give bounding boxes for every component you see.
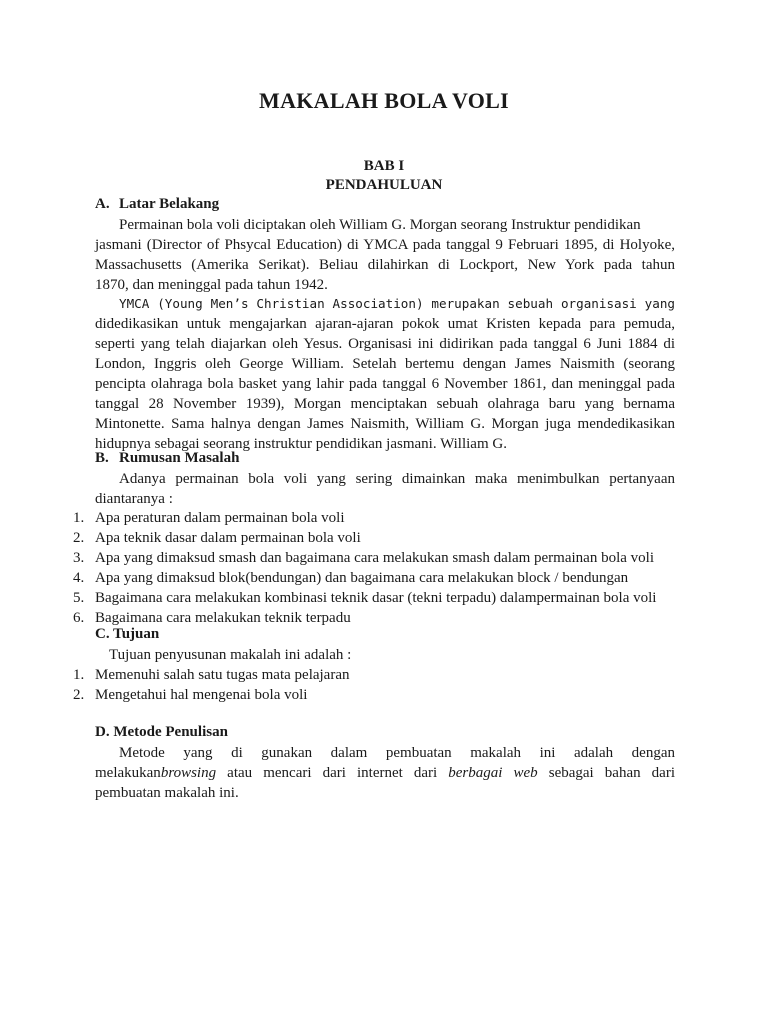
paragraph-line: YMCA (Young Men’s Christian Association) merupakan sebuah organisasi yang (119, 296, 675, 311)
list-text: Apa yang dimaksud blok(bendungan) dan bagaimana cara melakukan block / bendungan (95, 570, 629, 586)
italic-term-browsing: browsing (160, 765, 217, 781)
paragraph-line: London, Inggris oleh George William. Setelah bertemu dengan James Naismith (seorang (95, 356, 675, 372)
paragraph-line: pencipta olahraga bola basket yang lahir pada tanggal 6 November 1861, dan meninggal pada (95, 376, 675, 392)
text-run: sebagai bahan dari (537, 765, 675, 781)
paragraph-rumusan-masalah (95, 469, 675, 509)
section-c-heading: C. Tujuan (95, 626, 160, 642)
section-b-title: Rumusan Masalah (119, 450, 240, 466)
list-number: 2. (73, 687, 85, 703)
paragraph-line: Massachusetts (Amerika Serikat). Beliau dilahirkan di Lockport, New York pada tahun (95, 257, 675, 273)
section-a-heading (95, 196, 219, 213)
document-title: MAKALAH BOLA VOLI (259, 88, 509, 113)
text-run: atau mencari dari internet dari (216, 765, 449, 781)
paragraph-line: pembuatan makalah ini. (95, 785, 239, 801)
rumusan-masalah-list (73, 508, 656, 628)
paragraph-line: didedikasikan untuk mengajarkan ajaran-ajaran pokok umat Kristen kepada para pemuda, (95, 316, 675, 332)
paragraph-line: diantaranya : (95, 491, 173, 507)
paragraph-latar-belakang-2 (95, 294, 675, 454)
paragraph-line (95, 763, 675, 783)
chapter-number: BAB I (363, 158, 405, 174)
list-number: 3. (73, 550, 85, 566)
list-text: Apa peraturan dalam permainan bola voli (95, 510, 345, 526)
list-item (73, 528, 656, 548)
list-text: Mengetahui hal mengenai bola voli (95, 687, 308, 703)
paragraph-line: Adanya permainan bola voli yang sering dimainkan maka menimbulkan pertanyaan (119, 471, 675, 487)
list-text: Bagaimana cara melakukan kombinasi teknik dasar (tekni terpadu) dalampermainan bola voli (95, 590, 657, 606)
list-item (73, 665, 350, 685)
section-b-heading (95, 450, 239, 467)
chapter-title: PENDAHULUAN (325, 177, 443, 193)
paragraph-line: jasmani (Director of Phsycal Education) di YMCA pada tanggal 9 Februari 1895, di Holyoke, (95, 237, 675, 253)
italic-term-berbagai-web: berbagai web (448, 765, 538, 781)
paragraph-latar-belakang-1 (95, 215, 675, 295)
paragraph-tujuan-intro (109, 645, 609, 665)
paragraph-line: Metode yang di gunakan dalam pembuatan makalah ini adalah dengan (119, 745, 675, 761)
list-number: 6. (73, 610, 85, 626)
section-a-title: Latar Belakang (119, 196, 220, 212)
section-a-label: A. (95, 196, 110, 212)
paragraph-metode-penulisan (95, 743, 675, 803)
paragraph-line: Tujuan penyusunan makalah ini adalah : (109, 647, 352, 663)
section-b-label: B. (95, 450, 109, 466)
list-text: Apa teknik dasar dalam permainan bola voli (95, 530, 361, 546)
text-run: melakukan (95, 765, 161, 781)
list-number: 5. (73, 590, 85, 606)
list-text: Apa yang dimaksud smash dan bagaimana cara melakukan smash dalam permainan bola voli (95, 550, 654, 566)
list-item (73, 588, 656, 608)
list-number: 1. (73, 667, 85, 683)
list-item (73, 568, 656, 588)
list-item (73, 548, 656, 568)
paragraph-line: tanggal 28 November 1939), Morgan menciptakan sebuah olahraga baru yang bernama (95, 396, 675, 412)
section-d-heading: D. Metode Penulisan (95, 724, 228, 740)
paragraph-line: seperti yang telah diajarkan oleh Yesus. Organisasi ini didirikan pada tanggal 6 Juni 1884 di (95, 336, 675, 352)
paragraph-line: Permainan bola voli diciptakan oleh William G. Morgan seorang Instruktur pendidikan (119, 217, 641, 233)
list-item (73, 508, 656, 528)
list-item (73, 608, 656, 628)
paragraph-line: Mintonette. Sama halnya dengan James Naismith, William G. Morgan juga mendedikasikan (95, 416, 675, 432)
tujuan-list (73, 665, 350, 705)
list-text: Bagaimana cara melakukan teknik terpadu (95, 610, 351, 626)
list-number: 1. (73, 510, 85, 526)
paragraph-line: hidupnya sebagai seorang instruktur pendidikan jasmani. William G. (95, 436, 507, 452)
list-item (73, 685, 350, 705)
list-text: Memenuhi salah satu tugas mata pelajaran (95, 667, 350, 683)
list-number: 4. (73, 570, 85, 586)
list-number: 2. (73, 530, 85, 546)
paragraph-line: 1870, dan meninggal pada tahun 1942. (95, 277, 328, 293)
